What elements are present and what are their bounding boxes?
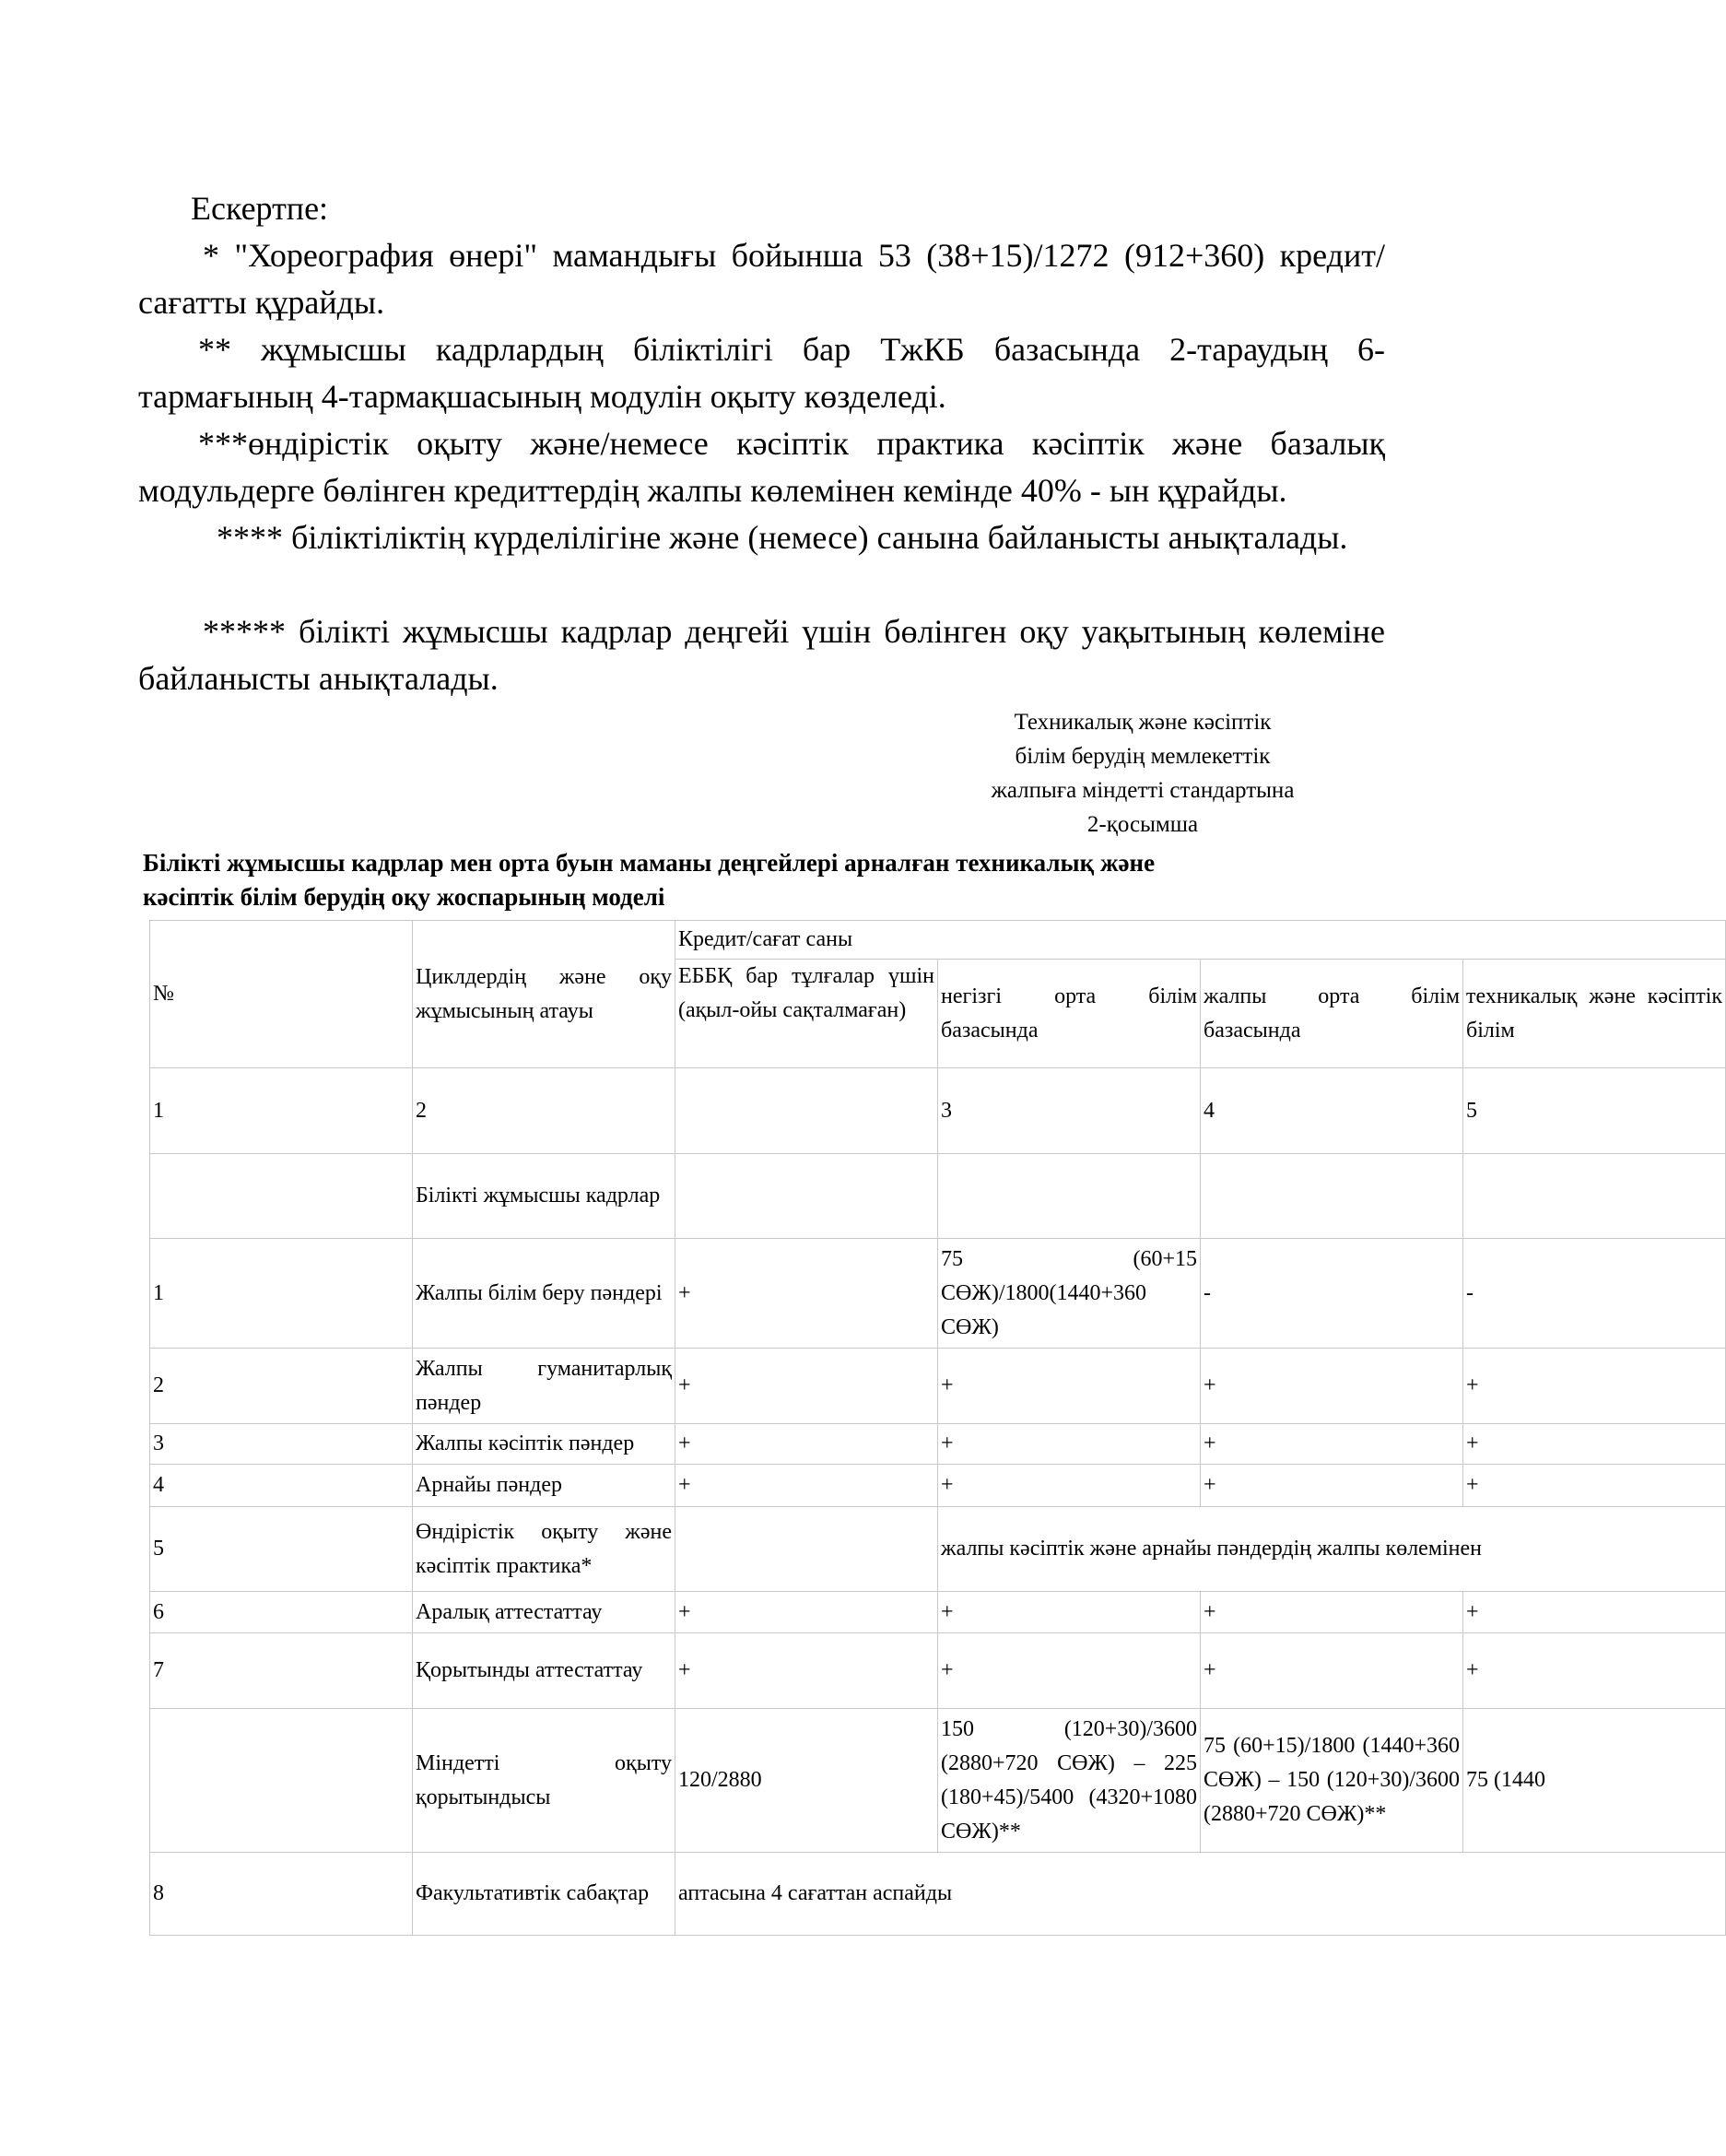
header-col-1: ЕББҚ бар тұлғалар үшін (ақыл-ойы сақталмаған) xyxy=(675,960,938,1068)
row-name: Жалпы кәсіптік пәндер xyxy=(413,1424,675,1465)
row-value: 75 (60+15)/1800 (1440+360 СӨЖ) – 150 (120+30)/3600 (2880+720 СӨЖ)** xyxy=(1201,1709,1463,1853)
row-value: + xyxy=(1201,1592,1463,1633)
appendix-line-3: жалпыға міндетті стандартына xyxy=(991,778,1295,803)
row-value: + xyxy=(938,1424,1201,1465)
column-number: 4 xyxy=(1201,1068,1463,1154)
table-row xyxy=(150,1507,1726,1592)
column-number: 2 xyxy=(413,1068,675,1154)
row-value: 75 (60+15 СӨЖ)/1800(1440+360 СӨЖ) xyxy=(938,1239,1201,1349)
row-value: + xyxy=(1201,1424,1463,1465)
row-value: + xyxy=(1201,1465,1463,1507)
table-heading-line-1: Білікті жұмысшы кадрлар мен орта буын маманы деңгейлері арналған техникалық және xyxy=(143,849,1156,877)
appendix-note xyxy=(949,705,1336,842)
row-number xyxy=(150,1709,413,1853)
row-name: Өндірістік оқыту және кәсіптік практика* xyxy=(413,1507,675,1592)
row-value: - xyxy=(1463,1239,1726,1349)
row-value: + xyxy=(1463,1465,1726,1507)
notes-title: Ескертпе: xyxy=(191,190,329,227)
row-value: + xyxy=(1463,1633,1726,1709)
row-value: 75 (1440 xyxy=(1463,1709,1726,1853)
row-value: + xyxy=(1463,1424,1726,1465)
row-value: + xyxy=(675,1239,938,1349)
row-name: Факультативтік сабақтар xyxy=(413,1853,675,1936)
row-number: 5 xyxy=(150,1507,413,1592)
row-value: + xyxy=(675,1465,938,1507)
table-row xyxy=(150,1633,1726,1709)
row-value: + xyxy=(675,1633,938,1709)
row-value: 120/2880 xyxy=(675,1709,938,1853)
row-number: 8 xyxy=(150,1853,413,1936)
header-col-2: негізгі орта білім базасында xyxy=(938,960,1201,1068)
appendix-line-4: 2-қосымша xyxy=(1086,812,1199,837)
row-value: + xyxy=(938,1633,1201,1709)
row-number: 3 xyxy=(150,1424,413,1465)
header-col-4: техникалық және кәсіптік білім xyxy=(1463,960,1726,1068)
table-row xyxy=(150,1592,1726,1633)
row-name: Арнайы пәндер xyxy=(413,1465,675,1507)
row-value: + xyxy=(1201,1633,1463,1709)
row-number: 2 xyxy=(150,1349,413,1424)
row-number: 7 xyxy=(150,1633,413,1709)
section-label: Білікті жұмысшы кадрлар xyxy=(413,1154,675,1239)
row-number: 1 xyxy=(150,1239,413,1349)
row-name: Аралық аттестаттау xyxy=(413,1592,675,1633)
row-value: + xyxy=(1201,1349,1463,1424)
row-value: - xyxy=(1201,1239,1463,1349)
note-4: **** біліктіліктің күрделілігіне және (немесе) санына байланысты анықталады. xyxy=(217,519,1348,556)
table-heading-line-2: кәсіптік білім берудің оқу жоспарының моделі xyxy=(143,883,665,911)
row-number: 4 xyxy=(150,1465,413,1507)
table-row xyxy=(150,1853,1726,1936)
row-value: 150 (120+30)/3600 (2880+720 СӨЖ) – 225 (180+45)/5400 (4320+1080 СӨЖ)** xyxy=(938,1709,1201,1853)
row-value: + xyxy=(938,1592,1201,1633)
section-row xyxy=(150,1154,1726,1239)
table-header-row xyxy=(150,921,1726,960)
total-row xyxy=(150,1709,1726,1853)
row-merged-value: жалпы кәсіптік және арнайы пәндердің жалпы көлемінен xyxy=(938,1507,1726,1592)
table-heading xyxy=(143,846,1341,914)
column-number xyxy=(675,1068,938,1154)
header-number: № xyxy=(150,921,413,1068)
row-number: 6 xyxy=(150,1592,413,1633)
header-name: Циклдердің және оқу жұмысының атауы xyxy=(413,921,675,1068)
table-row xyxy=(150,1424,1726,1465)
row-name: Жалпы гуманитарлық пәндер xyxy=(413,1349,675,1424)
row-name: Жалпы білім беру пәндері xyxy=(413,1239,675,1349)
row-value: + xyxy=(1463,1349,1726,1424)
row-value: + xyxy=(1463,1592,1726,1633)
row-value: + xyxy=(675,1349,938,1424)
appendix-line-1: Техникалық және кәсіптік xyxy=(1014,710,1272,735)
appendix-line-2: білім берудің мемлекеттік xyxy=(1015,744,1271,769)
row-name: Қорытынды аттестаттау xyxy=(413,1633,675,1709)
row-value: + xyxy=(675,1592,938,1633)
header-credit: Кредит/сағат саны xyxy=(675,921,1726,960)
row-value: + xyxy=(675,1424,938,1465)
column-number: 5 xyxy=(1463,1068,1726,1154)
table-row xyxy=(150,1239,1726,1349)
table-row xyxy=(150,1465,1726,1507)
note-5: ***** білікті жұмысшы кадрлар деңгейі үшін бөлінген оқу уақытының көлеміне байланысты анықталады. xyxy=(138,613,1385,697)
header-col-3: жалпы орта білім базасында xyxy=(1201,960,1463,1068)
curriculum-table-container xyxy=(149,920,1723,1943)
row-value: + xyxy=(938,1349,1201,1424)
note-3: ***өндірістік оқыту және/немесе кәсіптік практика кәсіптік және базалық модульдерге бөлінген кредиттердің жалпы көлемінен кемінде 40% - ын құрайды. xyxy=(138,425,1385,509)
column-number-row xyxy=(150,1068,1726,1154)
row-merged-value: аптасына 4 сағаттан аспайды xyxy=(675,1853,1726,1936)
table-row xyxy=(150,1349,1726,1424)
row-name: Міндетті оқыту қорытындысы xyxy=(413,1709,675,1853)
column-number: 3 xyxy=(938,1068,1201,1154)
column-number: 1 xyxy=(150,1068,413,1154)
curriculum-table xyxy=(149,920,1726,1936)
note-1: * "Хореография өнері" мамандығы бойынша 53 (38+15)/1272 (912+360) кредит/сағатты құрайды. xyxy=(138,237,1385,321)
note-2: ** жұмысшы кадрлардың біліктілігі бар ТжКБ базасында 2-тараудың 6-тармағының 4-тармақшасының модулін оқыту көзделеді. xyxy=(138,331,1385,415)
row-value: + xyxy=(938,1465,1201,1507)
